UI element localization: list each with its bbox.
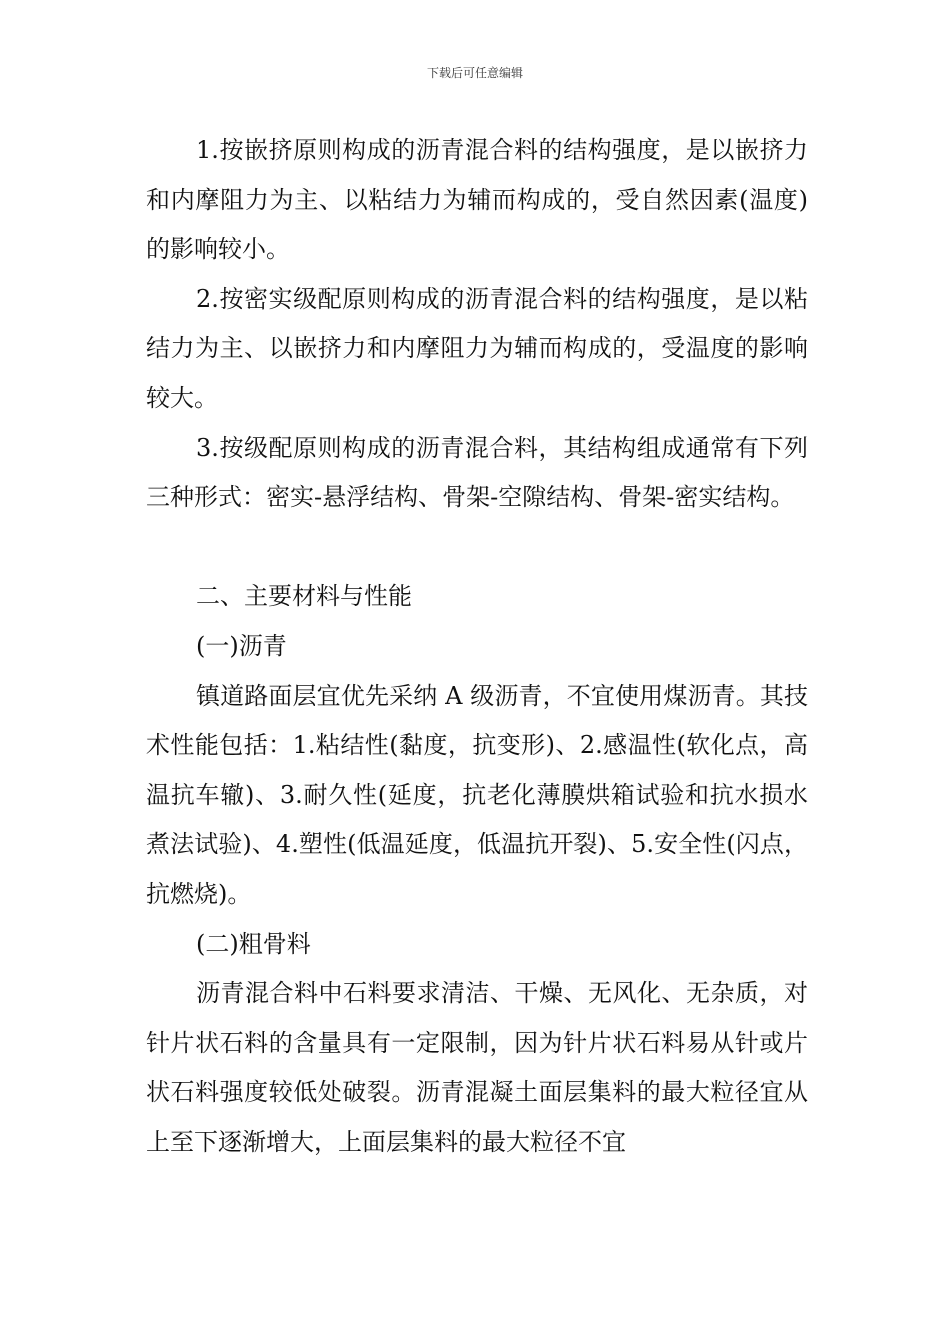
subsection-heading-coarse-aggregate: (二)粗骨料 [196,929,311,958]
section-heading: 二、主要材料与性能 [196,582,412,611]
paragraph-interlock-strength: 1.按嵌挤原则构成的沥青混合料的结构强度，是以嵌挤力和内摩阻力为主、以粘结力为辅而构成的，受自然因素(温度)的影响较小。 [146,136,808,264]
blank-line [146,523,808,573]
subsection-heading-asphalt: (一)沥青 [196,631,287,660]
paragraph-asphalt-properties: 镇道路面层宜优先采纳 A 级沥青，不宜使用煤沥青。其技术性能包括：1.粘结性(黏度，抗变形)、2.感温性(软化点，高温抗车辙)、3.耐久性(延度，抗老化薄膜烘箱试验和抗水损水煮法试验)、4.塑性(低温延度，低温抗开裂)、5.安全性(闪点，抗燃烧)。 [146,681,808,908]
paragraph-structure-forms: 3.按级配原则构成的沥青混合料，其结构组成通常有下列三种形式：密实-悬浮结构、骨架-空隙结构、骨架-密实结构。 [146,433,808,512]
paragraph-dense-gradation-strength: 2.按密实级配原则构成的沥青混合料的结构强度，是以粘结力为主、以嵌挤力和内摩阻力为辅而构成的，受温度的影响较大。 [146,284,808,412]
document-body [146,126,808,1167]
paragraph-coarse-aggregate: 沥青混合料中石料要求清洁、干燥、无风化、无杂质，对针片状石料的含量具有一定限制，因为针片状石料易从针或片状石料强度较低处破裂。沥青混凝土面层集料的最大粒径宜从上至下逐渐增大，上面层集料的最大粒径不宜 [146,979,808,1156]
page-header: 下载后可任意编辑 [426,66,523,80]
